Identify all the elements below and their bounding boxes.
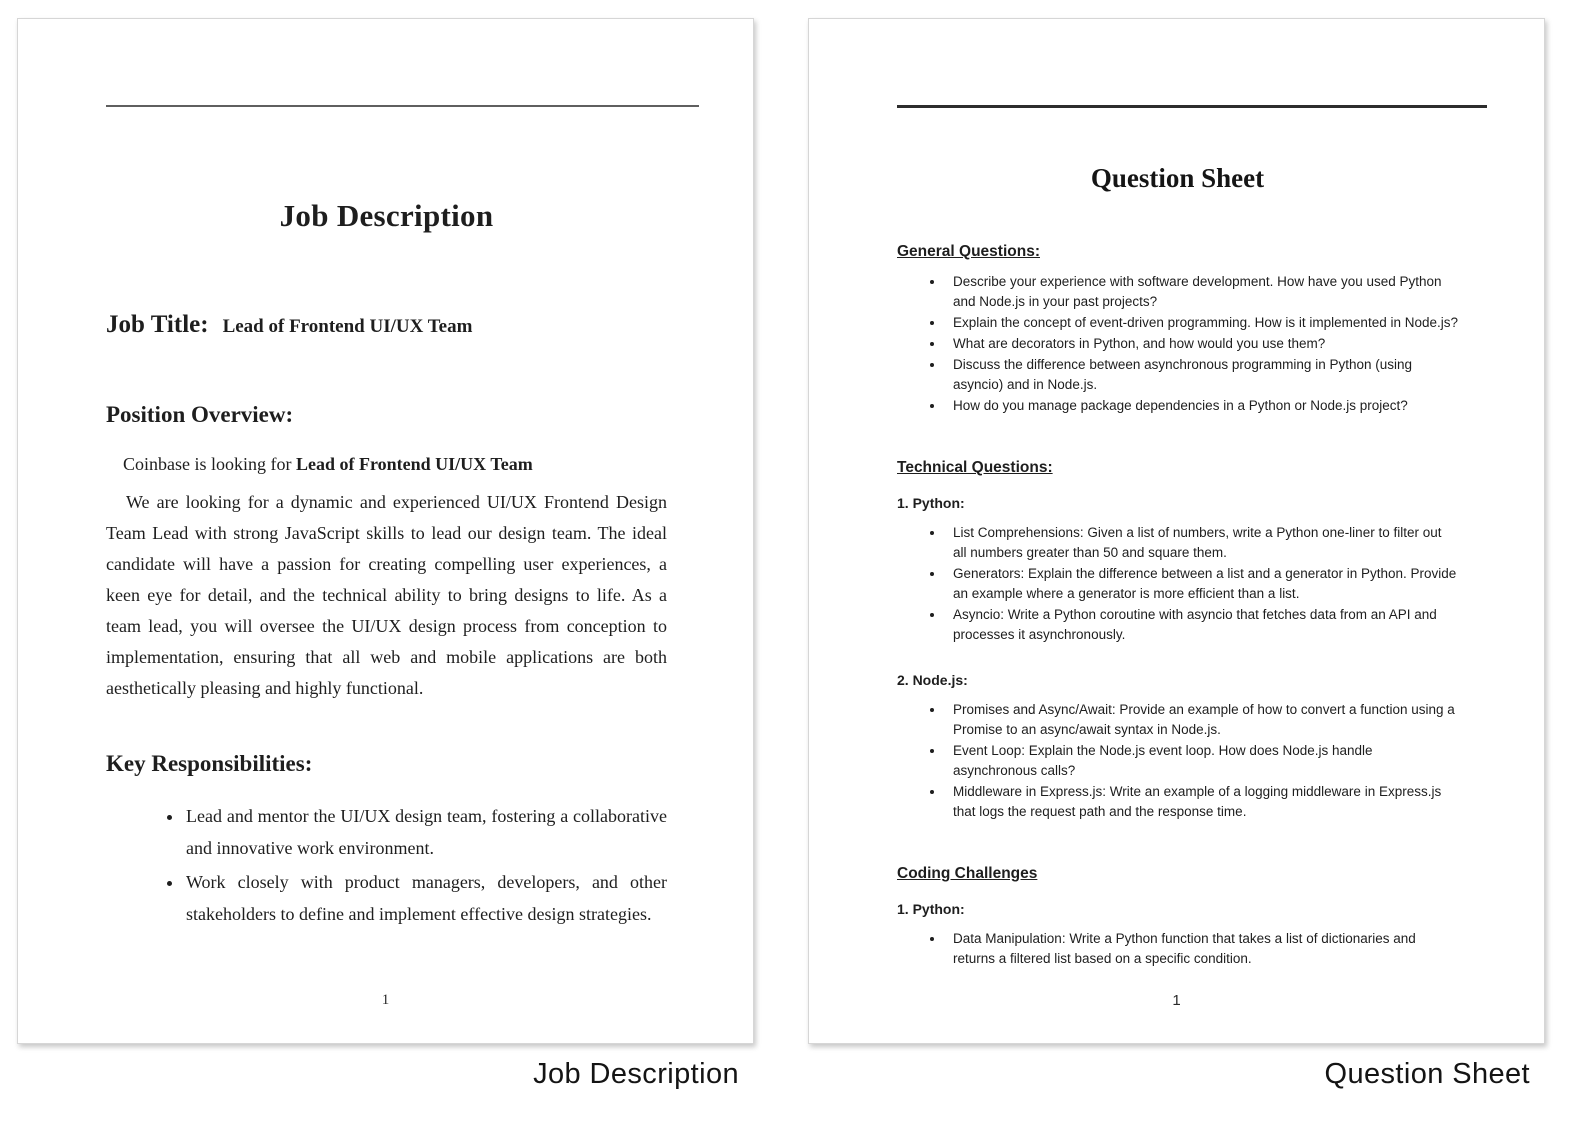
section-heading-technical-questions: Technical Questions: xyxy=(897,459,1053,476)
intro-bold-text: Lead of Frontend UI/UX Team xyxy=(296,454,533,474)
list-item: • How do you manage package dependencies in a Python or Node.js project? xyxy=(945,396,1458,416)
page-job-description-content xyxy=(18,19,753,1043)
general-questions-list xyxy=(897,272,1458,416)
position-overview-paragraph: We are looking for a dynamic and experienced UI/UX Frontend Design Team Lead with strong JavaScript skills to lead our design team. The ideal candidate will have a passion for creating compelling user experiences, a keen eye for detail, and the technical ability to bring designs to life. As a team lead, you will oversee the UI/UX design process from conception to implementation, ensuring that all web and mobile applications are both aesthetically pleasing and highly functional. xyxy=(106,492,667,698)
section-heading-general-questions: General Questions: xyxy=(897,243,1040,260)
subsection-label-nodejs: 2. Node.js: xyxy=(897,672,968,688)
caption-job-description: Job Description xyxy=(533,1058,739,1090)
subsection-label-coding-python: 1. Python: xyxy=(897,901,965,917)
list-item: • Generators: Explain the difference between a list and a generator in Python. Provide an example where a generator is more efficient than a list. xyxy=(945,564,1458,604)
list-item: • List Comprehensions: Given a list of numbers, write a Python one-liner to filter out all numbers greater than 50 and square them. xyxy=(945,523,1458,563)
list-item: • What are decorators in Python, and how would you use them? xyxy=(945,334,1458,354)
job-title-label: Job Title: xyxy=(106,311,209,338)
list-item: • Explain the concept of event-driven programming. How is it implemented in Node.js? xyxy=(945,313,1458,333)
section-heading-position-overview: Position Overview: xyxy=(106,402,294,427)
job-title-value: Lead of Frontend UI/UX Team xyxy=(222,316,473,337)
page-number: 1 xyxy=(381,992,390,1008)
job-title-line xyxy=(106,309,667,344)
list-item: • Promises and Async/Await: Provide an example of how to convert a function using a Promise to an async/await syntax in Node.js. xyxy=(945,700,1458,740)
subsection-label-python: 1. Python: xyxy=(897,495,965,511)
list-item: • Middleware in Express.js: Write an example of a logging middleware in Express.js that logs the request path and the response time. xyxy=(945,782,1458,822)
page-number: 1 xyxy=(1172,992,1181,1009)
top-rule xyxy=(897,105,1487,108)
key-responsibilities-list xyxy=(106,800,667,930)
intro-text: Coinbase is looking for xyxy=(123,454,296,474)
caption-question-sheet: Question Sheet xyxy=(1324,1058,1530,1090)
list-item: • Describe your experience with software development. How have you used Python and Node.js in your past projects? xyxy=(945,272,1458,312)
technical-python-list xyxy=(897,523,1458,645)
list-item: • Lead and mentor the UI/UX design team, fostering a collaborative and innovative work environment. xyxy=(184,800,667,864)
page-question-sheet xyxy=(808,18,1545,1044)
list-item: • Asyncio: Write a Python coroutine with asyncio that fetches data from an API and processes it asynchronously. xyxy=(945,605,1458,645)
position-overview-intro xyxy=(106,452,667,477)
technical-nodejs-list xyxy=(897,700,1458,822)
section-heading-key-responsibilities: Key Responsibilities: xyxy=(106,751,313,776)
top-rule xyxy=(106,105,699,107)
section-heading-coding-challenges: Coding Challenges xyxy=(897,865,1038,882)
page-job-description xyxy=(17,18,754,1044)
coding-python-list xyxy=(897,929,1458,969)
document-title: Question Sheet xyxy=(1090,163,1265,193)
list-item: • Work closely with product managers, developers, and other stakeholders to define and implement effective design strategies. xyxy=(184,866,667,930)
document-title: Job Description xyxy=(279,198,494,233)
list-item: • Data Manipulation: Write a Python function that takes a list of dictionaries and returns a filtered list based on a specific condition. xyxy=(945,929,1458,969)
page-question-sheet-content xyxy=(809,19,1544,1043)
list-item: • Discuss the difference between asynchronous programming in Python (using asyncio) and in Node.js. xyxy=(945,355,1458,395)
list-item: • Event Loop: Explain the Node.js event loop. How does Node.js handle asynchronous calls? xyxy=(945,741,1458,781)
